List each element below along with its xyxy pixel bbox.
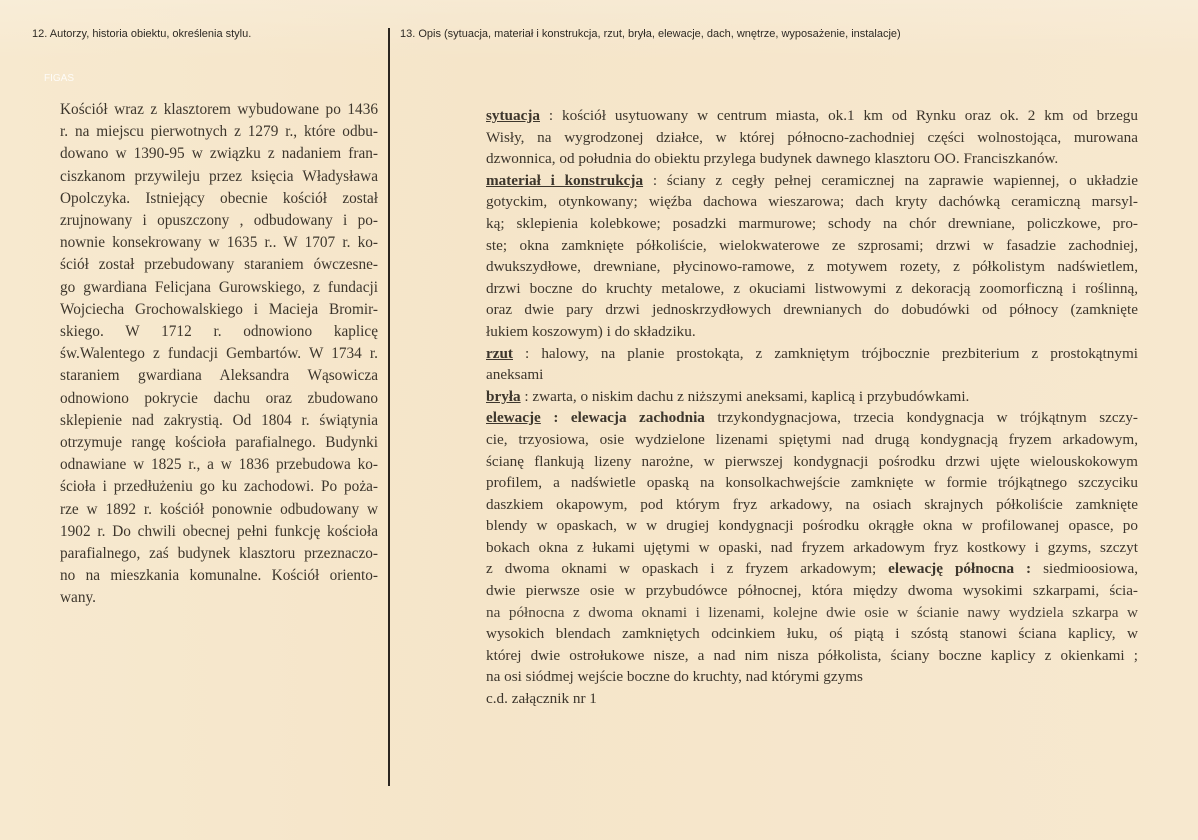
- history-line: św.Walentego z fundacji Gembartów. W 1734 r.: [60, 345, 378, 363]
- material-line-7: oraz dwie pary drzwi jednoskrzydłowych drewnianych do dobudówki od północy (zamknięte: [486, 301, 1138, 319]
- history-line: odnowiono pokrycie dachu oraz zbudowano: [60, 389, 378, 407]
- elewacje-line-12: której dwie ostrołukowe nisze, a nad nim nisza półkolista, ściany boczne kaplicy z okienkami ;: [486, 646, 1138, 664]
- history-line: odnawiane w 1825 r., a w 1836 przebudowa ko-: [60, 456, 378, 474]
- history-line: nownie konsekrowany w 1635 r.. W 1707 r. ko-: [60, 234, 378, 252]
- material-line-3: ką; sklepienia kolebkowe; posadzki marmurowe; schody na chór drewniane, policzkowe, pro-: [486, 214, 1138, 232]
- keyword-material: materiał i konstrukcja: [486, 171, 644, 189]
- label-elewacja-zachodnia: : elewacja zachodnia: [540, 409, 705, 427]
- history-line: otrzymuje rangę kościoła parafialnego. Budynki: [60, 434, 378, 452]
- history-line: staraniem gwardiana Aleksandra Wąsowicza: [60, 367, 378, 385]
- elewacje-line-7: bokach okna z łukami ujętymi w opaski, nad fryzem arkadowym fryz kostkowy i gzyms, szczyt: [486, 538, 1138, 556]
- history-line: skiego. W 1712 r. odnowiono kaplicę: [60, 323, 378, 341]
- rzut-line-2: aneksami: [486, 366, 544, 384]
- sytuacja-line-3: dzwonnica, od południa do obiektu przylega budynek dawnego klasztoru OO. Franciszkanów.: [486, 150, 1059, 168]
- material-line-1: materiał i konstrukcja : ściany z cegły pełnej ceramicznej na zaprawie wapiennej, o układzie: [486, 171, 1138, 189]
- faint-stamp: FIGAS: [44, 73, 75, 84]
- elewacje-line-4: profilem, a nadświetle opaską na konsolkachwejście zamknięte w formie trójkątnego szczyciku: [486, 474, 1138, 492]
- elewacje-line-6: blendy w opaskach, w w drugiej kondygnacji pośrodku okrągłe okna w profilowanej opasce, po: [486, 517, 1138, 535]
- elewacje-line-2: cie, trzyosiowa, osie wydzielone lizenami spiętymi nad drugą kondygnacją fryzem arkadowym,: [486, 430, 1138, 448]
- field-13-header: 13. Opis (sytuacja, materiał i konstrukcja, rzut, bryła, elewacje, dach, wnętrze, wyposażenie, instalacje): [400, 28, 901, 40]
- history-text: [60, 99, 378, 610]
- material-line-8: łukiem koszowym) i do składziku.: [486, 322, 696, 340]
- material-line-5: dwukszydłowe, drewniane, płycinowo-ramowe, z motywem rozety, z półkolistym nadświetlem,: [486, 258, 1138, 276]
- keyword-bryla: bryła: [486, 387, 521, 405]
- label-elewacja-polnocna: elewację północna :: [876, 560, 1032, 578]
- keyword-elewacje: elewacje: [486, 409, 541, 427]
- history-line: ciszkanom przywileju przez księcia Władysława: [60, 167, 378, 185]
- history-line: ściół został przebudowany staraniem ówczesne-: [60, 256, 378, 274]
- history-line: r. na miejscu pierwotnych z 1279 r., które odbu-: [60, 123, 378, 141]
- elewacje-line-5: daszkiem okapowym, pod którym fryz arkadowy, na osiach skrajnych półkoliście zamknięte: [486, 495, 1138, 513]
- history-line: 1902 r. Do chwili obecnej pełni funkcję kościoła: [60, 522, 378, 540]
- elewacje-line-1: elewacje : elewacja zachodnia trzykondygnacjowa, trzecia kondygnacja w trójkątnym szczy-: [486, 409, 1138, 427]
- elewacje-line-3: ścianę flankują lizeny narożne, w pierwszej kondygnacji pośrodku drzwi ujęte wielouskokowym: [486, 452, 1138, 470]
- history-line: wany.: [60, 589, 96, 607]
- description-text: [486, 105, 1138, 710]
- history-line: parafialnego, zaś budynek klasztoru przeznaczo-: [60, 545, 378, 563]
- material-line-2: gotyckim, otynkowany; więźba dachowa wieszarowa; dach kryty dachówką ceramiczną marsyl-: [486, 193, 1138, 211]
- history-line: Kościół wraz z klasztorem wybudowane po 1436: [60, 101, 378, 118]
- history-line: go gwardiana Felicjana Gurowskiego, z fundacji: [60, 278, 378, 296]
- sytuacja-line-2: Wisły, na wygrodzonej działce, w której północno-zachodniej części wolnostojąca, murowana: [486, 128, 1138, 146]
- history-line: Opolczyka. Istniejący obecnie kościół został: [60, 189, 378, 207]
- sytuacja-line-1: sytuacja : kościół usytuowany w centrum miasta, ok.1 km od Rynku oraz ok. 2 km od brzegu: [486, 107, 1138, 124]
- continuation-note: c.d. załącznik nr 1: [486, 690, 597, 708]
- history-line: zrujnowany i opuszczony , odbudowany i po-: [60, 212, 378, 230]
- column-divider: [388, 28, 390, 786]
- history-line: dowano w 1390-95 w związku z nadaniem fran-: [60, 145, 378, 163]
- keyword-sytuacja: sytuacja: [486, 107, 540, 124]
- bryla-line-1: bryła : zwarta, o niskim dachu z niższymi aneksami, kaplicą i przybudówkami.: [486, 387, 970, 405]
- history-line: sklepienie nad zakrystią. Od 1804 r. świątynia: [60, 411, 378, 429]
- elewacje-line-10: na północna z dwoma oknami i lizenami, kolejne dwie osie w ścianie nawy wydziela szkarpa w: [486, 603, 1138, 621]
- elewacje-line-13: na osi siódmej wejście boczne do kruchty, nad którymi gzyms: [486, 668, 863, 686]
- keyword-rzut: rzut: [486, 344, 513, 362]
- elewacje-line-8: z dwoma oknami w opaskach i z fryzem arkadowym; elewację północna : siedmioosiowa,: [486, 560, 1138, 578]
- elewacje-line-11: wysokich blendach zamkniętych odcinkiem łuku, oś piątą i szóstą stanowi ściana kaplicy, w: [486, 625, 1138, 643]
- history-line: rze w 1892 r. kościół ponownie odbudowany w: [60, 500, 378, 518]
- history-line: ścioła i przedłużeniu go ku zachodowi. Po poża-: [60, 478, 378, 496]
- elewacje-line-9: dwie pierwsze osie w przybudówce północnej, która między dwoma wysokimi szkarpami, ścia-: [486, 582, 1138, 600]
- history-line: no na mieszkania komunalne. Kościół oriento-: [60, 567, 378, 585]
- material-line-6: drzwi boczne do kruchty metalowe, z okuciami listwowymi z dekoracją zoomorficzną i roślinną,: [486, 279, 1138, 297]
- rzut-line-1: rzut : halowy, na planie prostokąta, z zamkniętym trójbocznie prezbiterium z prostokątnymi: [486, 344, 1138, 362]
- field-12-header: 12. Autorzy, historia obiektu, określenia stylu.: [32, 28, 252, 40]
- history-line: Wojciecha Grochowalskiego i Macieja Bromir-: [60, 300, 378, 318]
- material-line-4: ste; okna zamknięte półkoliście, wielokwaterowe ze szprosami; drzwi w fasadzie zachodniej,: [486, 236, 1138, 254]
